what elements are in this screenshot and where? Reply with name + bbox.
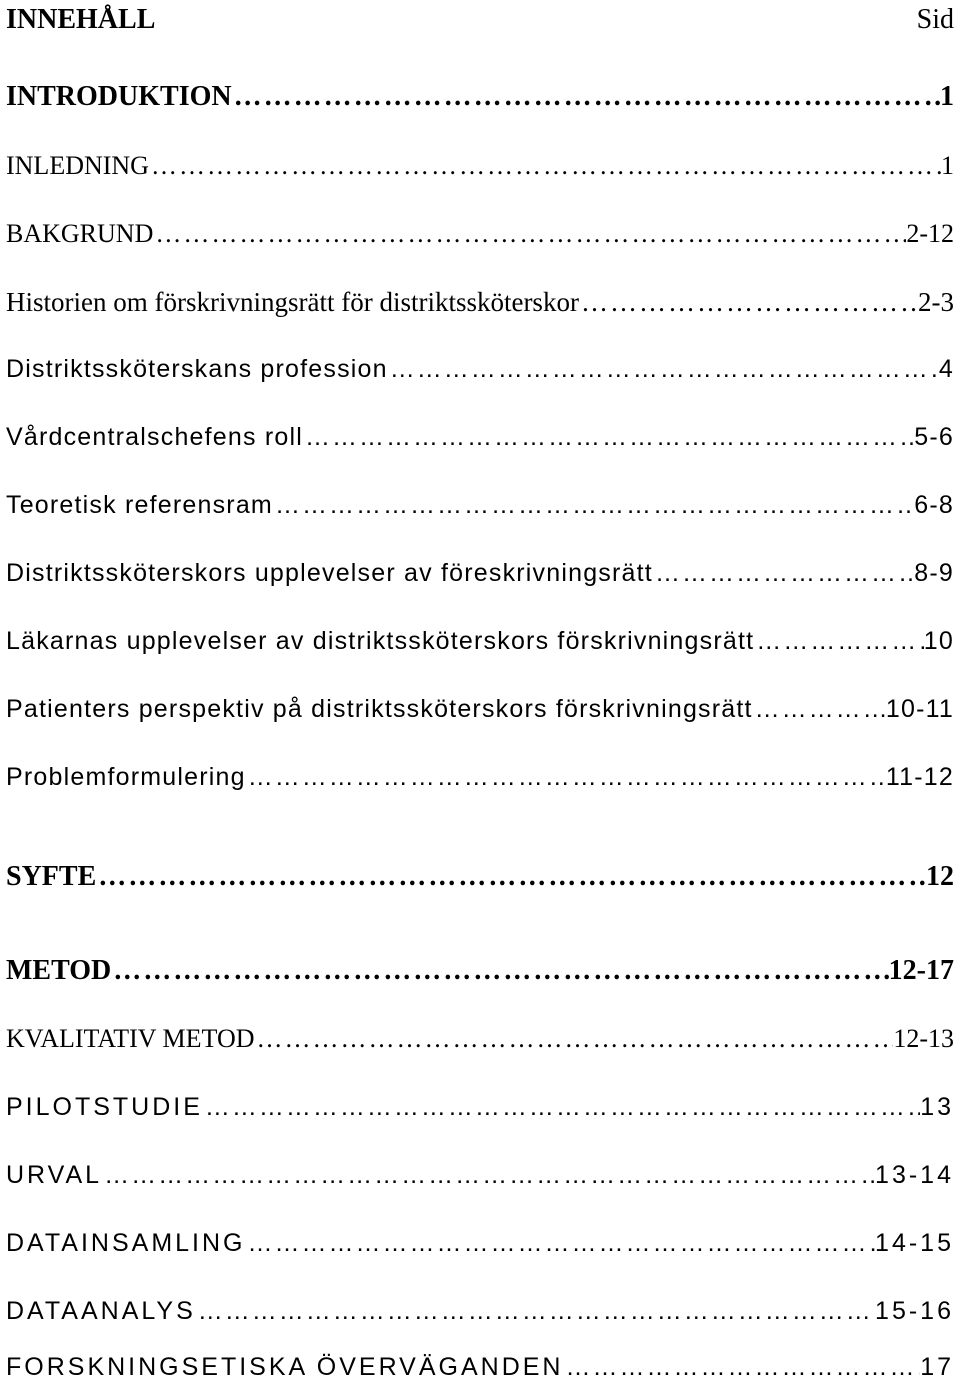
toc-entry-page: 1 — [941, 151, 954, 180]
toc-entry-page: 5-6 — [914, 423, 954, 451]
toc-entry-vardcentralschefens-roll[interactable] — [6, 420, 954, 454]
toc-header — [6, 2, 954, 38]
toc-entry-kvalitativ-metod[interactable] — [6, 1022, 954, 1056]
toc-entry-distriktsskoterskors-upplevelser[interactable] — [6, 556, 954, 590]
toc-entry-label: SYFTE — [6, 861, 97, 892]
dot-leader — [196, 1294, 875, 1328]
toc-entry-lakarnas-upplevelser[interactable] — [6, 624, 954, 658]
toc-entry-label: Vårdcentralschefens roll — [6, 423, 303, 451]
toc-entry-page: 17 — [920, 1353, 954, 1381]
toc-entry-label: BAKGRUND — [6, 219, 154, 248]
toc-entry-page: 6-8 — [914, 491, 954, 519]
dot-leader — [273, 488, 914, 522]
toc-entry-label: Problemformulering — [6, 763, 246, 791]
toc-entry-label: Läkarnas upplevelser av distriktssköterskors förskrivningsrätt — [6, 627, 755, 655]
toc-entry-problemformulering[interactable] — [6, 760, 954, 794]
dot-leader — [388, 352, 939, 386]
toc-entry-historien[interactable] — [6, 285, 954, 319]
dot-leader — [153, 217, 906, 251]
toc-entry-bakgrund[interactable] — [6, 217, 954, 251]
toc-entry-label: Patienters perspektiv på distriktssköterskors förskrivningsrätt — [6, 695, 753, 723]
dot-leader — [203, 1090, 920, 1124]
toc-entry-introduktion[interactable] — [6, 80, 954, 114]
toc-entry-label: FORSKNINGSETISKA ÖVERVÄGANDEN — [6, 1353, 564, 1381]
toc-entry-label: INTRODUKTION — [6, 81, 232, 112]
toc-entry-teoretisk-referensram[interactable] — [6, 488, 954, 522]
toc-entry-label: KVALITATIV METOD — [6, 1024, 255, 1053]
toc-title: INNEHÅLL — [6, 4, 156, 35]
toc-entry-label: DATAINSAMLING — [6, 1229, 246, 1257]
toc-entry-page: 14-15 — [875, 1229, 954, 1257]
dot-leader — [303, 420, 914, 454]
toc-entry-page: 2-3 — [918, 287, 954, 317]
toc-entry-label: Historien om förskrivningsrätt för distriktssköterskor — [6, 287, 579, 317]
dot-leader — [246, 1226, 876, 1260]
toc-entry-label: INLEDNING — [6, 151, 149, 180]
dot-leader — [246, 760, 886, 794]
dot-leader — [111, 954, 888, 988]
toc-entry-page: 15-16 — [875, 1297, 954, 1325]
toc-entry-forskningsetiska-overvaganden[interactable] — [6, 1350, 954, 1384]
toc-entry-label: Distriktssköterskors upplevelser av föreskrivningsrätt — [6, 559, 653, 587]
toc-entry-syfte[interactable] — [6, 860, 954, 894]
toc-entry-page: 8-9 — [914, 559, 954, 587]
toc-entry-distriktsskoterskans-profession[interactable] — [6, 352, 954, 386]
toc-entry-pilotstudie[interactable] — [6, 1090, 954, 1124]
dot-leader — [753, 692, 886, 726]
toc-entry-label: METOD — [6, 955, 112, 986]
toc-entry-page: 13-14 — [875, 1161, 954, 1189]
toc-entry-label: Distriktssköterskans profession — [6, 355, 388, 383]
dot-leader — [255, 1022, 894, 1056]
toc-entry-page: 10-11 — [885, 695, 954, 723]
dot-leader — [563, 1350, 920, 1384]
dot-leader — [149, 149, 941, 183]
toc-entry-metod[interactable] — [6, 954, 954, 988]
toc-entry-label: DATAANALYS — [6, 1297, 196, 1325]
toc-entry-page: 10 — [923, 627, 954, 655]
toc-entry-dataanalys[interactable] — [6, 1294, 954, 1328]
toc-entry-page: 1 — [940, 81, 954, 112]
toc-entry-page: 2-12 — [906, 219, 954, 248]
toc-entry-page: 12-17 — [888, 955, 954, 986]
dot-leader — [754, 624, 924, 658]
dot-leader — [102, 1158, 875, 1192]
toc-entry-page: 11-12 — [885, 763, 954, 791]
toc-entry-page: 4 — [938, 355, 954, 383]
toc-entry-page: 13 — [920, 1093, 954, 1121]
dot-leader — [653, 556, 914, 590]
table-of-contents — [6, 0, 954, 1388]
toc-entry-page: 12 — [926, 861, 954, 892]
toc-entry-label: Teoretisk referensram — [6, 491, 273, 519]
toc-entry-datainsamling[interactable] — [6, 1226, 954, 1260]
toc-entry-inledning[interactable] — [6, 149, 954, 183]
toc-entry-label: PILOTSTUDIE — [6, 1093, 203, 1121]
page-column-heading: Sid — [916, 4, 954, 35]
dot-leader — [96, 860, 926, 894]
toc-entry-page: 12-13 — [893, 1024, 954, 1053]
dot-leader — [232, 80, 940, 114]
toc-entry-urval[interactable] — [6, 1158, 954, 1192]
toc-entry-patienters-perspektiv[interactable] — [6, 692, 954, 726]
dot-leader — [579, 285, 918, 319]
toc-entry-label: URVAL — [6, 1161, 103, 1189]
